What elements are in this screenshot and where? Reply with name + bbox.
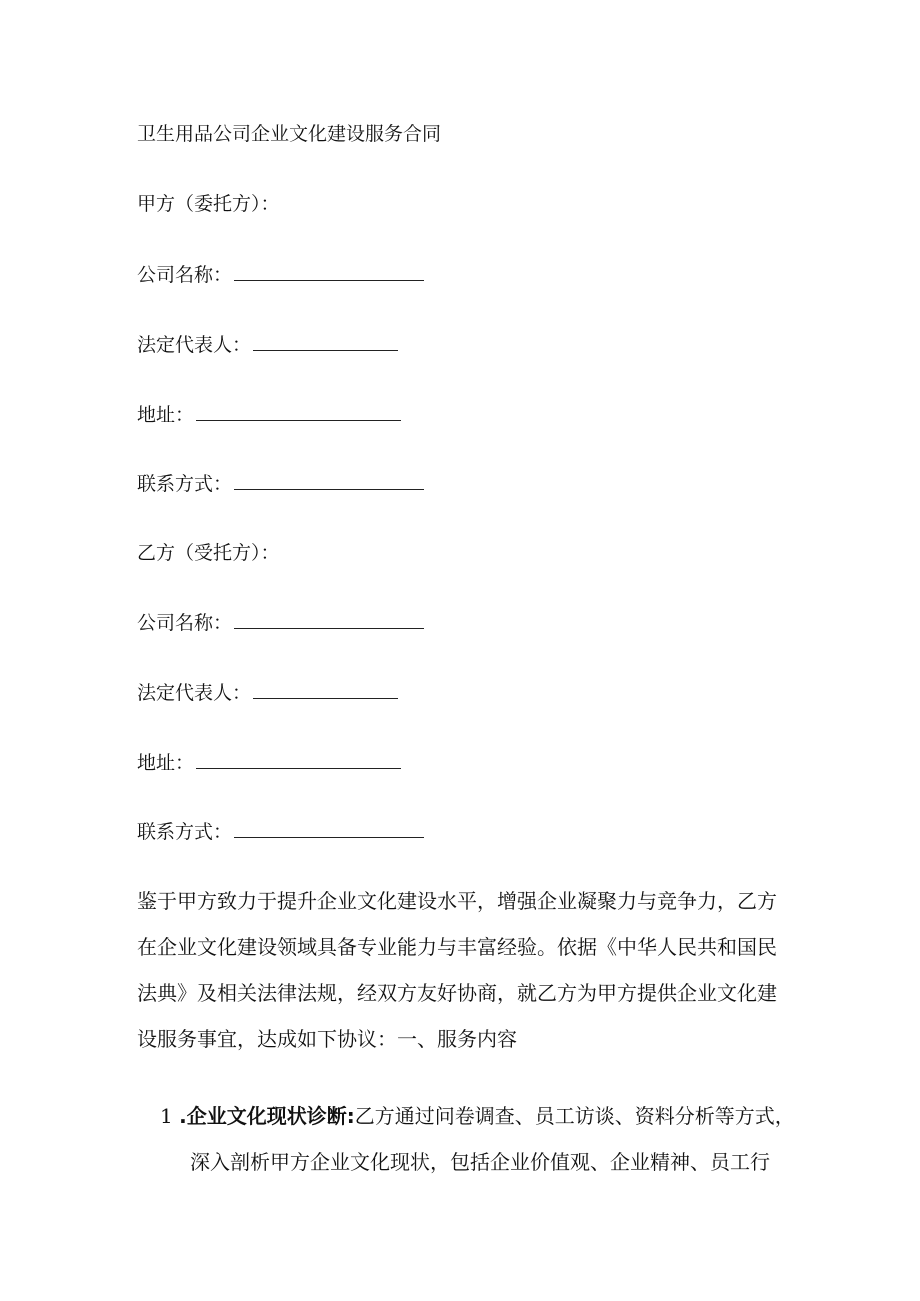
party-a-contact-label: 联系方式： xyxy=(137,473,233,495)
party-b-contact-row xyxy=(137,819,424,844)
party-a-heading: 甲方（委托方）： xyxy=(137,193,280,215)
party-b-address-blank xyxy=(196,750,401,769)
service-item-1-text: 乙方通过问卷调查、员工访谈、资料分析等方式， xyxy=(354,1104,795,1128)
party-b-contact-label: 联系方式： xyxy=(137,821,233,843)
document-title: 卫生用品公司企业文化建设服务合同 xyxy=(137,123,442,145)
party-a-company-label: 公司名称： xyxy=(137,264,233,286)
party-b-company-row xyxy=(137,610,424,635)
preamble-line: 法典》及相关法律法规，经双方友好协商，就乙方为甲方提供企业文化建 xyxy=(137,981,777,1005)
party-b-contact-blank xyxy=(234,819,424,838)
preamble-line: 设服务事宜，达成如下协议：一、服务内容 xyxy=(137,1027,517,1051)
party-a-contact-blank xyxy=(234,471,424,490)
party-b-rep-row xyxy=(137,680,398,705)
party-a-address-label: 地址： xyxy=(137,404,195,426)
party-b-company-blank xyxy=(234,610,424,629)
party-b-company-label: 公司名称： xyxy=(137,612,233,634)
party-a-contact-row xyxy=(137,471,424,496)
party-a-address-blank xyxy=(196,402,401,421)
service-item-1-title: .企业文化现状诊断: xyxy=(179,1104,355,1128)
party-b-address-row xyxy=(137,750,401,775)
party-b-address-label: 地址： xyxy=(137,752,195,774)
party-a-company-blank xyxy=(234,262,424,281)
party-a-rep-blank xyxy=(253,332,398,351)
preamble-line: 在企业文化建设领域具备专业能力与丰富经验。依据《中华人民共和国民 xyxy=(137,935,777,959)
party-b-rep-blank xyxy=(253,680,398,699)
preamble-line: 鉴于甲方致力于提升企业文化建设水平，增强企业凝聚力与竞争力，乙方 xyxy=(137,889,777,913)
party-a-address-row xyxy=(137,402,401,427)
service-item-1 xyxy=(160,1093,800,1185)
service-item-1-first-line xyxy=(160,1093,800,1139)
party-a-rep-label: 法定代表人： xyxy=(137,334,252,356)
party-b-heading: 乙方（受托方）： xyxy=(137,542,280,564)
party-a-rep-row xyxy=(137,332,398,357)
party-b-rep-label: 法定代表人： xyxy=(137,682,252,704)
service-item-1-number: 1 xyxy=(160,1104,173,1128)
preamble-paragraph xyxy=(137,878,797,1062)
service-item-1-continuation: 深入剖析甲方企业文化现状，包括企业价值观、企业精神、员工行 xyxy=(190,1150,770,1174)
party-a-company-row xyxy=(137,262,424,287)
